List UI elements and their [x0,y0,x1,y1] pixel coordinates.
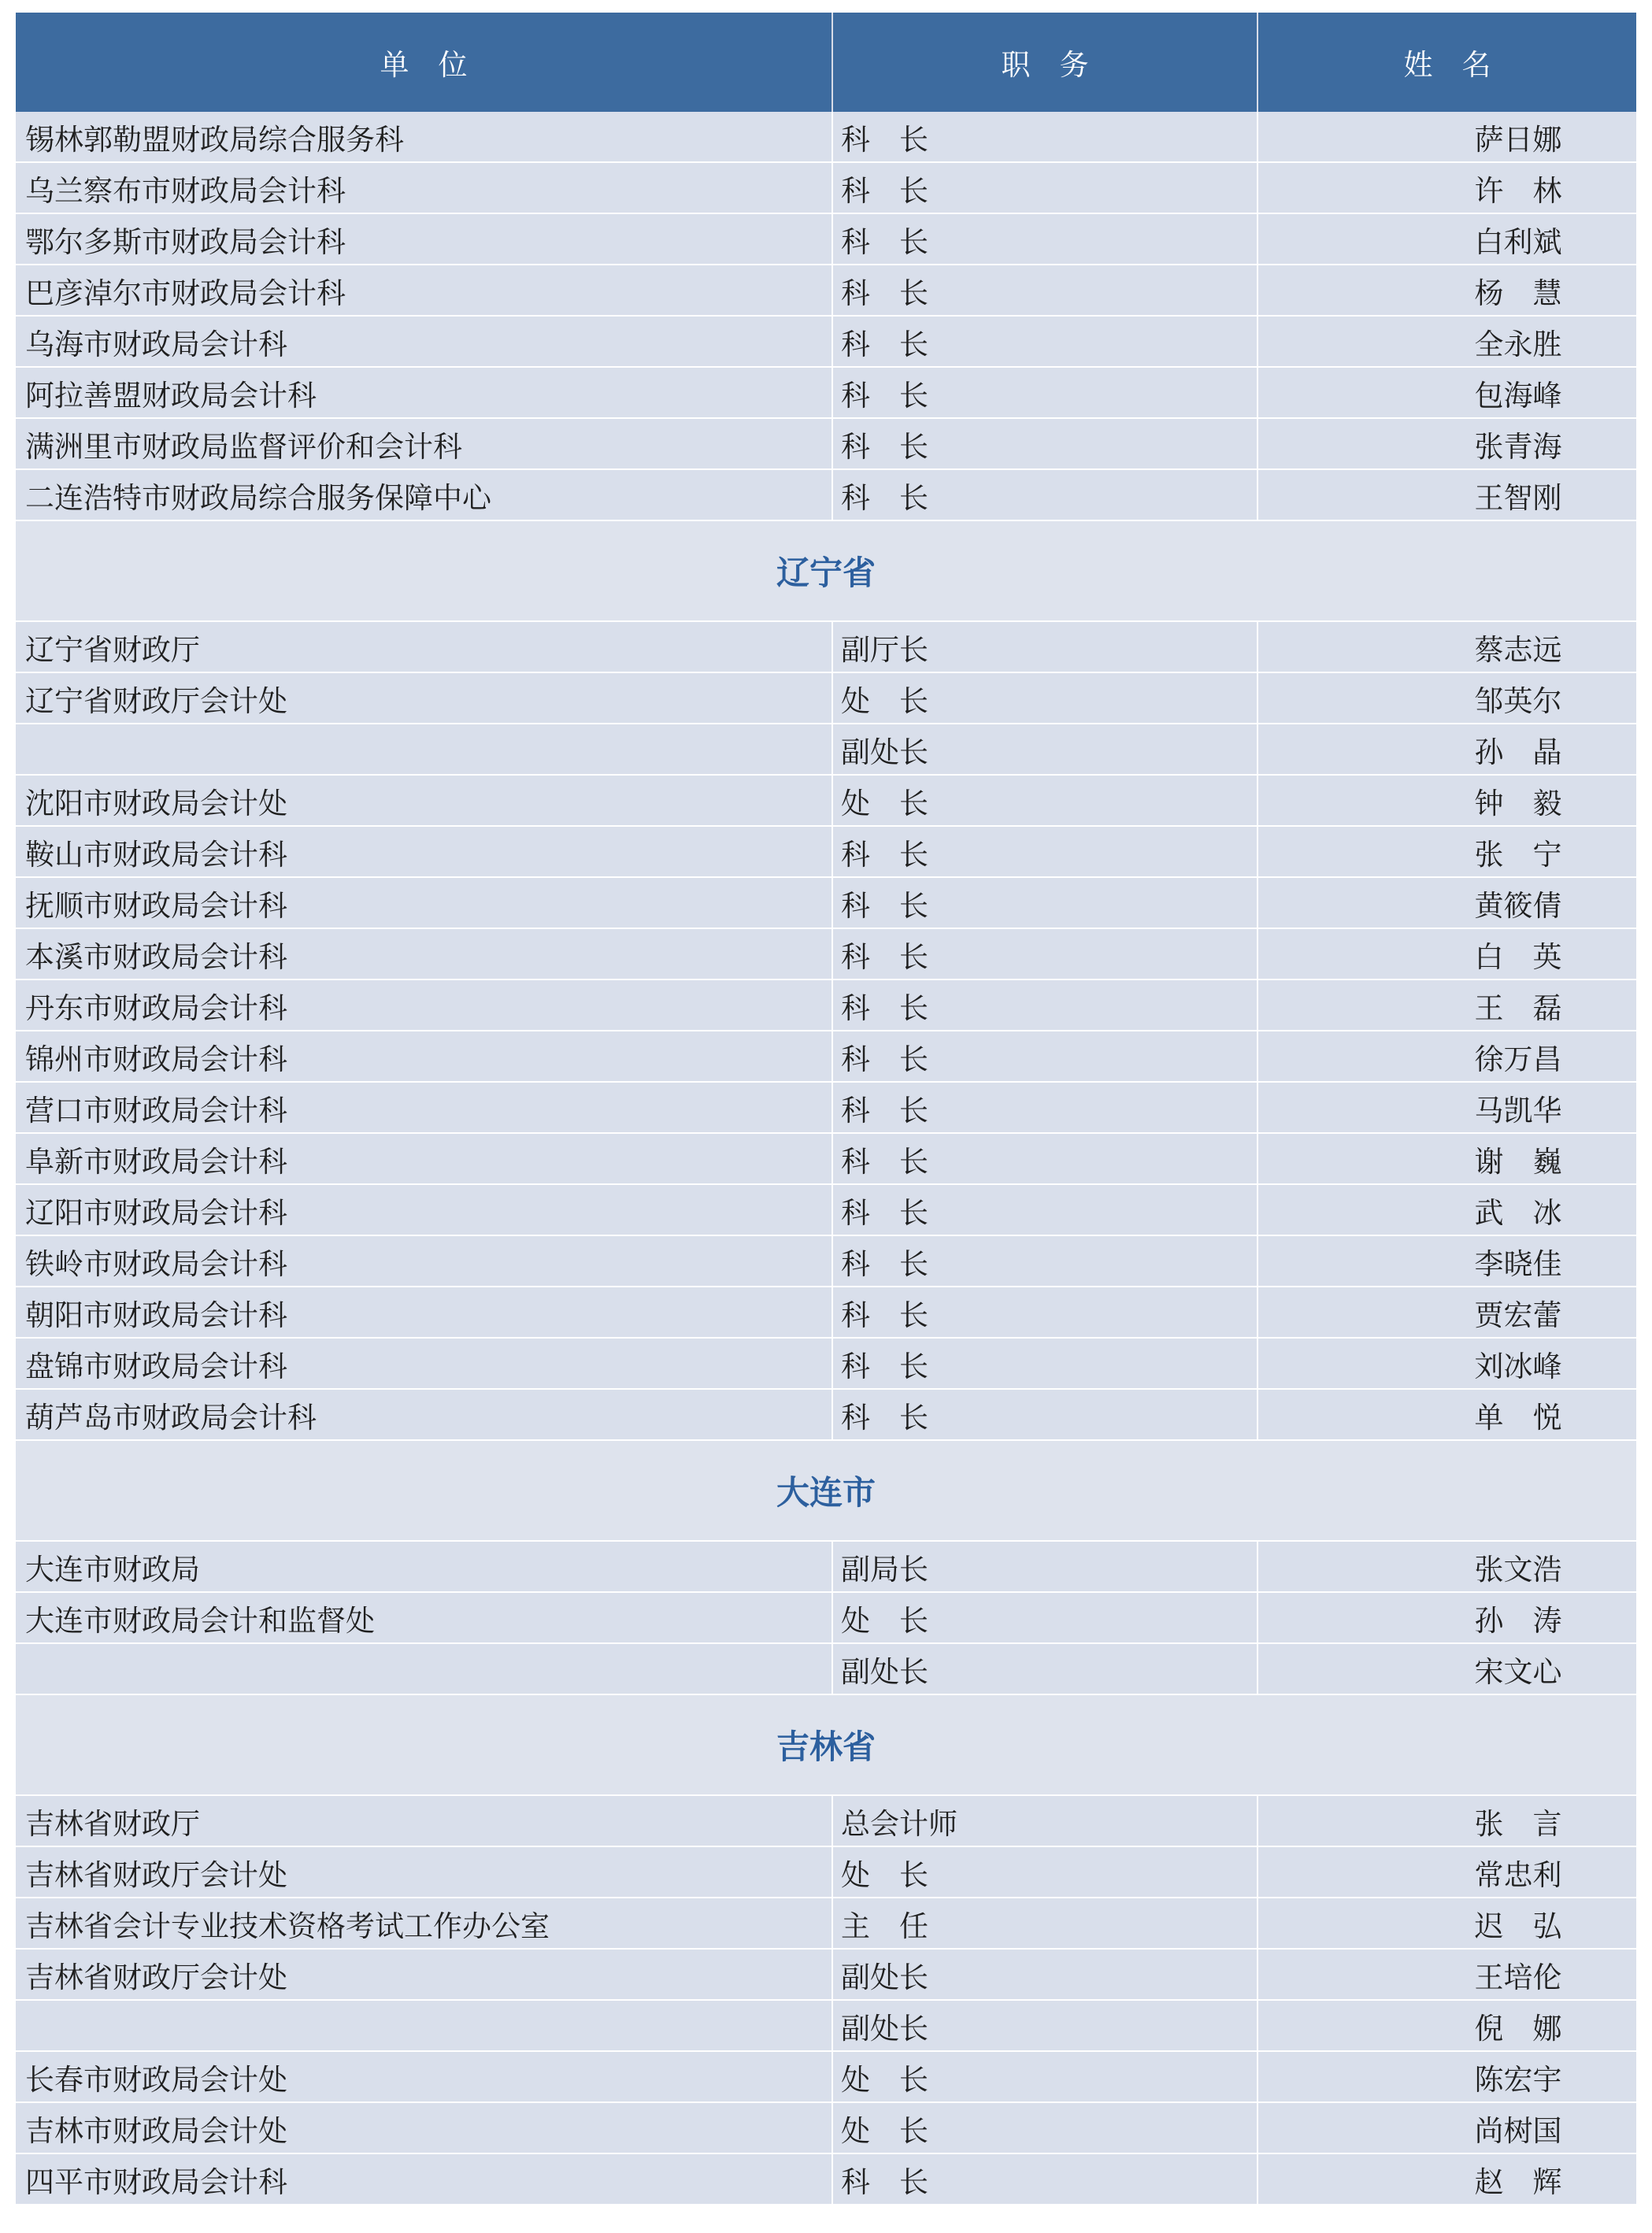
table-row [16,1795,1636,1846]
post-cell: 副处长 [832,1949,1258,2000]
name-cell: 王 磊 [1258,979,1636,1031]
table-row [16,1389,1636,1440]
name-cell: 刘冰峰 [1258,1338,1636,1389]
unit-cell: 长春市财政局会计处 [16,2051,832,2102]
unit-cell: 丹东市财政局会计科 [16,979,832,1031]
personnel-table [16,13,1636,2205]
unit-cell: 辽宁省财政厅会计处 [16,672,832,724]
unit-cell: 本溪市财政局会计科 [16,928,832,979]
post-cell: 科 长 [832,1031,1258,1082]
unit-cell: 铁岭市财政局会计科 [16,1235,832,1287]
post-cell: 科 长 [832,1235,1258,1287]
post-cell: 科 长 [832,928,1258,979]
unit-cell: 大连市财政局会计和监督处 [16,1592,832,1643]
name-cell: 邹英尔 [1258,672,1636,724]
post-cell: 科 长 [832,826,1258,877]
table-row [16,928,1636,979]
unit-cell: 四平市财政局会计科 [16,2153,832,2205]
table-row [16,1949,1636,2000]
name-cell: 倪 娜 [1258,2000,1636,2051]
name-cell: 黄筱倩 [1258,877,1636,928]
unit-cell: 满洲里市财政局监督评价和会计科 [16,418,832,469]
post-cell: 副处长 [832,2000,1258,2051]
post-cell: 副处长 [832,724,1258,775]
post-cell: 科 长 [832,1338,1258,1389]
name-cell: 宋文心 [1258,1643,1636,1694]
unit-cell: 二连浩特市财政局综合服务保障中心 [16,469,832,520]
table-row [16,1592,1636,1643]
table-row [16,469,1636,520]
table-row [16,265,1636,316]
section-header-row [16,1694,1636,1795]
unit-cell [16,1643,832,1694]
unit-cell: 阿拉善盟财政局会计科 [16,367,832,418]
table-row [16,112,1636,162]
name-cell: 赵 辉 [1258,2153,1636,2205]
unit-cell: 大连市财政局 [16,1541,832,1592]
unit-cell [16,724,832,775]
unit-cell: 辽宁省财政厅 [16,621,832,672]
table-row [16,1184,1636,1235]
post-cell: 处 长 [832,2051,1258,2102]
name-cell: 贾宏蕾 [1258,1287,1636,1338]
name-cell: 白 英 [1258,928,1636,979]
post-cell: 科 长 [832,112,1258,162]
table-row [16,316,1636,367]
header-post: 职 务 [832,13,1258,112]
post-cell: 副处长 [832,1643,1258,1694]
name-cell: 武 冰 [1258,1184,1636,1235]
name-cell: 张 宁 [1258,826,1636,877]
name-cell: 张青海 [1258,418,1636,469]
post-cell: 科 长 [832,979,1258,1031]
name-cell: 杨 慧 [1258,265,1636,316]
table-row [16,2102,1636,2153]
name-cell: 马凯华 [1258,1082,1636,1133]
header-name: 姓 名 [1258,13,1636,112]
table-row [16,2051,1636,2102]
post-cell: 科 长 [832,213,1258,265]
post-cell: 总会计师 [832,1795,1258,1846]
name-cell: 常忠利 [1258,1846,1636,1898]
name-cell: 谢 巍 [1258,1133,1636,1184]
table-row [16,1898,1636,1949]
unit-cell: 吉林省财政厅会计处 [16,1949,832,2000]
unit-cell: 盘锦市财政局会计科 [16,1338,832,1389]
table-row [16,1287,1636,1338]
table-row [16,1031,1636,1082]
unit-cell: 乌兰察布市财政局会计科 [16,162,832,213]
name-cell: 迟 弘 [1258,1898,1636,1949]
name-cell: 张文浩 [1258,1541,1636,1592]
post-cell: 科 长 [832,367,1258,418]
table-row [16,672,1636,724]
table-row [16,979,1636,1031]
unit-cell: 阜新市财政局会计科 [16,1133,832,1184]
table-row [16,1541,1636,1592]
name-cell: 徐万昌 [1258,1031,1636,1082]
post-cell: 科 长 [832,265,1258,316]
name-cell: 张 言 [1258,1795,1636,1846]
post-cell: 科 长 [832,2153,1258,2205]
name-cell: 陈宏宇 [1258,2051,1636,2102]
unit-cell: 抚顺市财政局会计科 [16,877,832,928]
post-cell: 科 长 [832,1389,1258,1440]
unit-cell: 葫芦岛市财政局会计科 [16,1389,832,1440]
section-header-row [16,520,1636,621]
table-row [16,775,1636,826]
name-cell: 萨日娜 [1258,112,1636,162]
table-body [16,112,1636,2205]
name-cell: 包海峰 [1258,367,1636,418]
unit-cell: 辽阳市财政局会计科 [16,1184,832,1235]
unit-cell: 锦州市财政局会计科 [16,1031,832,1082]
unit-cell: 鄂尔多斯市财政局会计科 [16,213,832,265]
table-row [16,826,1636,877]
table-row [16,1133,1636,1184]
name-cell: 蔡志远 [1258,621,1636,672]
unit-cell: 吉林省会计专业技术资格考试工作办公室 [16,1898,832,1949]
unit-cell: 营口市财政局会计科 [16,1082,832,1133]
post-cell: 处 长 [832,1846,1258,1898]
post-cell: 处 长 [832,2102,1258,2153]
name-cell: 孙 晶 [1258,724,1636,775]
post-cell: 科 长 [832,469,1258,520]
post-cell: 处 长 [832,672,1258,724]
name-cell: 白利斌 [1258,213,1636,265]
post-cell: 主 任 [832,1898,1258,1949]
name-cell: 钟 毅 [1258,775,1636,826]
section-title: 吉林省 [16,1694,1636,1795]
post-cell: 科 长 [832,1287,1258,1338]
unit-cell: 乌海市财政局会计科 [16,316,832,367]
unit-cell: 锡林郭勒盟财政局综合服务科 [16,112,832,162]
table-row [16,1235,1636,1287]
table-row [16,1643,1636,1694]
table-row [16,1082,1636,1133]
section-title: 大连市 [16,1440,1636,1541]
name-cell: 尚树国 [1258,2102,1636,2153]
table-header [16,13,1636,112]
unit-cell: 吉林省财政厅会计处 [16,1846,832,1898]
post-cell: 科 长 [832,1133,1258,1184]
post-cell: 副局长 [832,1541,1258,1592]
table-row [16,724,1636,775]
post-cell: 科 长 [832,877,1258,928]
name-cell: 李晓佳 [1258,1235,1636,1287]
name-cell: 孙 涛 [1258,1592,1636,1643]
table-row [16,1846,1636,1898]
post-cell: 科 长 [832,1184,1258,1235]
name-cell: 王培伦 [1258,1949,1636,2000]
post-cell: 科 长 [832,316,1258,367]
post-cell: 科 长 [832,1082,1258,1133]
unit-cell: 鞍山市财政局会计科 [16,826,832,877]
unit-cell [16,2000,832,2051]
section-title: 辽宁省 [16,520,1636,621]
table-row [16,418,1636,469]
unit-cell: 吉林市财政局会计处 [16,2102,832,2153]
table-row [16,367,1636,418]
unit-cell: 巴彦淖尔市财政局会计科 [16,265,832,316]
post-cell: 科 长 [832,162,1258,213]
table-row [16,213,1636,265]
table-row [16,877,1636,928]
name-cell: 单 悦 [1258,1389,1636,1440]
table-row [16,2153,1636,2205]
post-cell: 处 长 [832,775,1258,826]
personnel-list-page [16,13,1636,2205]
name-cell: 王智刚 [1258,469,1636,520]
table-row [16,2000,1636,2051]
post-cell: 副厅长 [832,621,1258,672]
unit-cell: 沈阳市财政局会计处 [16,775,832,826]
name-cell: 许 林 [1258,162,1636,213]
table-row [16,162,1636,213]
section-header-row [16,1440,1636,1541]
name-cell: 全永胜 [1258,316,1636,367]
header-unit: 单 位 [16,13,832,112]
table-row [16,1338,1636,1389]
unit-cell: 吉林省财政厅 [16,1795,832,1846]
post-cell: 处 长 [832,1592,1258,1643]
post-cell: 科 长 [832,418,1258,469]
table-row [16,621,1636,672]
unit-cell: 朝阳市财政局会计科 [16,1287,832,1338]
header-row [16,13,1636,112]
